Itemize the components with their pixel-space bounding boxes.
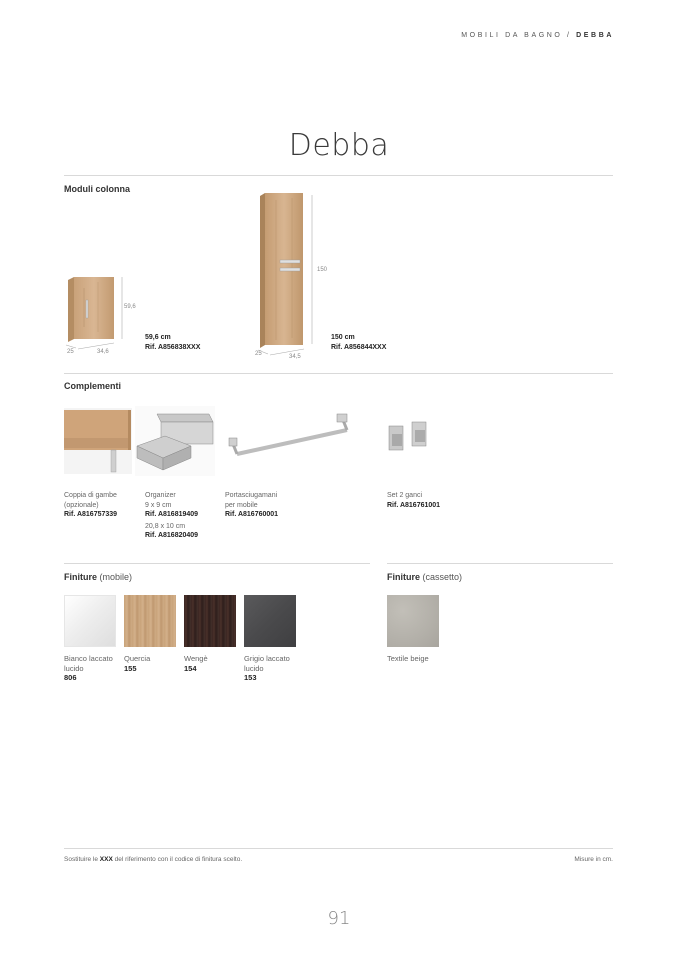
page-number: 91 [327, 908, 351, 929]
finish-name: lucido [64, 663, 84, 673]
footer-note-text: del riferimento con il codice di finitura scelto. [114, 856, 243, 863]
heading-sub: (mobile) [99, 572, 133, 582]
finish-name: Textile beige [387, 654, 429, 663]
item-size: 20,8 x 10 cm [145, 522, 186, 530]
swatch-bianco [64, 595, 116, 647]
finish-name: Quercia [124, 654, 151, 663]
item-size: 9 x 9 cm [145, 501, 172, 509]
finish-name: Grigio laccato [244, 654, 290, 663]
finish-label [64, 654, 113, 683]
tall-depth-dim: 25 [255, 351, 262, 357]
header-section: MOBILI DA BAGNO [461, 32, 563, 39]
footer-note-text: Sostituire le [64, 856, 98, 863]
towel-rail-image [225, 410, 359, 466]
finish-label [244, 654, 290, 683]
complementi-item [387, 491, 440, 510]
tall-cabinet-ref: Rif. A856844XXX [331, 343, 387, 351]
finish-name: Wengè [184, 654, 208, 663]
finish-name: Bianco laccato [64, 654, 113, 663]
heading-text: Finiture [387, 572, 420, 582]
small-cabinet-size: 59,6 cm [145, 334, 171, 341]
item-name: Set 2 ganci [387, 492, 423, 499]
item-ref: Rif. A816757339 [64, 511, 118, 518]
finish-code: 806 [64, 673, 77, 682]
heading-text: Finiture [64, 572, 97, 582]
finish-label [387, 654, 429, 664]
organizer-image [135, 406, 215, 476]
swatch-textile-beige [387, 595, 439, 647]
section-heading-finiture-mobile [64, 572, 132, 582]
divider [64, 848, 613, 849]
divider [64, 563, 370, 564]
footer-note [64, 856, 242, 863]
complementi-item [64, 491, 117, 520]
swatch-grigio [244, 595, 296, 647]
complementi-item [145, 491, 198, 541]
hooks-image [386, 418, 438, 458]
page-title: Debba [288, 128, 390, 163]
tall-cabinet-image [252, 190, 332, 362]
item-ref: Rif. A816819409 [145, 511, 199, 518]
finish-label [124, 654, 150, 673]
finish-code: 153 [244, 673, 257, 682]
footer-measure: Misure in cm. [574, 856, 613, 863]
swatch-wenge [184, 595, 236, 647]
finish-name: lucido [244, 663, 264, 673]
section-heading-complementi: Complementi [64, 381, 122, 391]
item-ref: Rif. A816761001 [387, 501, 441, 509]
divider [64, 175, 613, 176]
finish-label [184, 654, 208, 673]
small-cabinet-info [145, 333, 200, 352]
item-name: Portasciugamani [225, 492, 278, 499]
tall-height-dim: 150 [317, 267, 328, 273]
item-note: (opzionale) [64, 501, 99, 509]
tall-cabinet-size: 150 cm [331, 334, 355, 341]
finish-code: 155 [124, 663, 137, 673]
small-depth-dim: 25 [67, 349, 74, 355]
item-ref: Rif. A816760001 [225, 511, 279, 518]
small-width-dim: 34,6 [97, 349, 109, 355]
section-heading-finiture-cassetto [387, 572, 462, 582]
header-separator: / [567, 32, 572, 39]
swatch-quercia [124, 595, 176, 647]
footer-note-code: XXX [99, 856, 113, 863]
item-name: Organizer [145, 492, 176, 499]
tall-cabinet-info [331, 333, 386, 352]
running-header [461, 32, 614, 39]
small-cabinet-image [62, 272, 144, 360]
item-ref: Rif. A816820409 [145, 532, 199, 539]
divider [387, 563, 613, 564]
item-name: Coppia di gambe [64, 492, 117, 499]
item-note: per mobile [225, 501, 258, 509]
complementi-item [225, 491, 278, 520]
heading-sub: (cassetto) [422, 572, 463, 582]
finish-code: 154 [184, 663, 197, 673]
tall-width-dim: 34,5 [289, 354, 301, 360]
header-collection: DEBBA [576, 32, 614, 39]
section-heading-moduli: Moduli colonna [64, 184, 130, 194]
small-height-dim: 59,6 [124, 304, 136, 310]
divider [64, 373, 613, 374]
legs-image [64, 408, 132, 474]
small-cabinet-ref: Rif. A856838XXX [145, 343, 201, 351]
